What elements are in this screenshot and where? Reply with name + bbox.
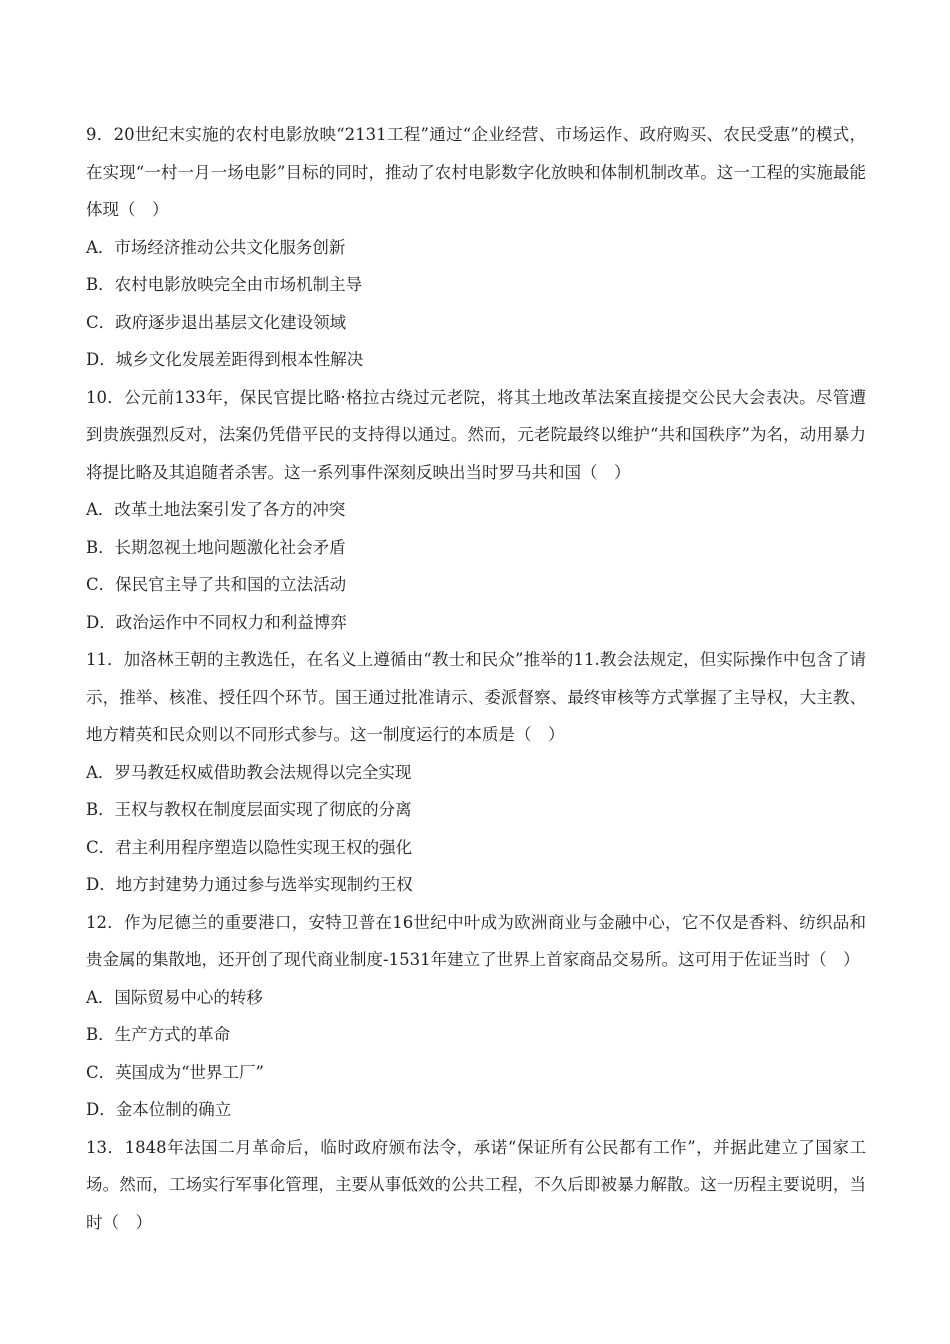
question-13 xyxy=(86,1129,866,1242)
question-12-option-d: D．金本位制的确立 xyxy=(86,1100,232,1119)
question-9 xyxy=(86,116,866,379)
question-11-option-b: B．王权与教权在制度层面实现了彻底的分离 xyxy=(86,800,412,819)
question-12-option-a: A．国际贸易中心的转移 xyxy=(86,987,263,1007)
question-9-option-b: B．农村电影放映完全由市场机制主导 xyxy=(86,275,363,294)
question-11-option-a: A．罗马教廷权威借助教会法规得以完全实现 xyxy=(86,762,412,782)
question-9-option-c: C．政府逐步退出基层文化建设领域 xyxy=(86,312,347,332)
question-13-stem: 13．1848年法国二月革命后，临时政府颁布法令，承诺“保证所有公民都有工作”，并据此建立了国家工场。然而，工场实行军事化管理，主要从事低效的公共工程，不久后即被暴力解散。这一历程主要说明，当时（ ） xyxy=(86,1137,866,1232)
question-9-option-d: D．城乡文化发展差距得到根本性解决 xyxy=(86,350,364,369)
question-12 xyxy=(86,904,866,1129)
question-9-stem: 9．20世纪末实施的农村电影放映“2131工程”通过“企业经营、市场运作、政府购买、农民受惠”的模式，在实现“一村一月一场电影”目标的同时，推动了农村电影数字化放映和体制机制改革。这一工程的实施最能体现（ ） xyxy=(86,125,866,219)
question-10-option-d: D．政治运作中不同权力和利益博弈 xyxy=(86,612,347,632)
question-10-option-b: B．长期忽视土地问题激化社会矛盾 xyxy=(86,537,346,557)
question-9-option-a: A．市场经济推动公共文化服务创新 xyxy=(86,237,346,257)
question-11-option-c: C．君主利用程序塑造以隐性实现王权的强化 xyxy=(86,837,413,857)
question-10-option-c: C．保民官主导了共和国的立法活动 xyxy=(86,575,347,594)
question-list xyxy=(86,116,866,1241)
question-10-stem: 10．公元前133年，保民官提比略·格拉古绕过元老院，将其土地改革法案直接提交公民大会表决。尽管遭到贵族强烈反对，法案仍凭借平民的支持得以通过。然而，元老院最终以维护“共和国秩序”为名，动用暴力将提比略及其追随者杀害。这一系列事件深刻反映出当时罗马共和国（ ） xyxy=(86,387,866,482)
question-11-stem: 11．加洛林王朝的主教选任，在名义上遵循由“教士和民众”推举的11.教会法规定，但实际操作中包含了请示，推举、核准、授任四个环节。国王通过批准请示、委派督察、最终审核等方式掌握了主导权，大主教、地方精英和民众则以不同形式参与。这一制度运行的本质是（ ） xyxy=(86,650,866,744)
question-10-option-a: A．改革土地法案引发了各方的冲突 xyxy=(86,500,346,519)
question-11 xyxy=(86,641,866,904)
question-11-option-d: D．地方封建势力通过参与选举实现制约王权 xyxy=(86,875,413,894)
question-12-option-b: B．生产方式的革命 xyxy=(86,1025,231,1044)
question-10 xyxy=(86,379,866,642)
question-12-option-c: C．英国成为“世界工厂” xyxy=(86,1062,264,1082)
question-12-stem: 12．作为尼德兰的重要港口，安特卫普在16世纪中叶成为欧洲商业与金融中心，它不仅是香料、纺织品和贵金属的集散地，还开创了现代商业制度-1531年建立了世界上首家商品交易所。这可用于佐证当时（ ） xyxy=(86,912,866,969)
